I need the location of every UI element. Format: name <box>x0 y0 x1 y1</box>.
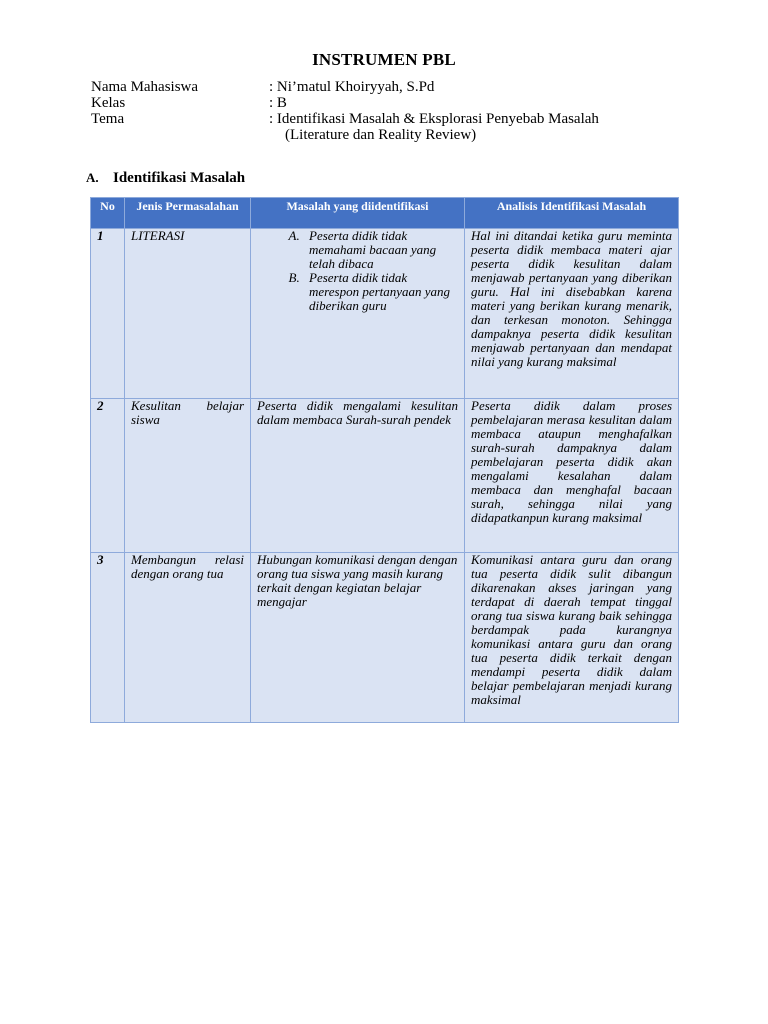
row-jenis: Membangun relasi dengan orang tua <box>125 553 251 723</box>
field-kelas <box>91 95 731 111</box>
row-masalah <box>251 229 465 399</box>
section-heading <box>86 170 245 187</box>
row-masalah: Hubungan komunikasi dengan dengan orang tua siswa yang masih kurang terkait dengan kegiatan belajar mengajar <box>251 553 465 723</box>
header-analisis: Analisis Identifikasi Masalah <box>465 198 679 229</box>
document-title: INSTRUMEN PBL <box>312 50 456 69</box>
table-row <box>91 229 679 399</box>
field-value: : Ni’matul Khoiryyah, S.Pd <box>269 79 435 95</box>
row-number: 3 <box>91 553 125 723</box>
row-jenis: LITERASI <box>125 229 251 399</box>
identity-block <box>91 79 731 143</box>
field-label: Nama Mahasiswa <box>91 79 199 95</box>
table-row <box>91 399 679 553</box>
row-analisis: Hal ini ditandai ketika guru meminta peserta didik membaca materi ajar peserta didik kesulitan dalam menjawab pertanyaan yang diberikan guru. Hal ini disebabkan karena materi yang berikan kurang menarik, dan terkesan monoton. Sehingga dampaknya peserta didik kesulitan menjawab pertanyaan dan mendapat nilai yang kurang maksimal <box>465 229 679 399</box>
row-jenis: Kesulitan belajar siswa <box>125 399 251 553</box>
list-item: A. Peserta didik tidak memahami bacaan yang telah dibaca <box>303 229 458 271</box>
field-tema-continuation: (Literature dan Reality Review) <box>285 127 477 143</box>
row-number: 1 <box>91 229 125 399</box>
header-no: No <box>91 198 125 229</box>
field-value: : B <box>269 95 287 111</box>
field-label: Tema <box>91 111 125 127</box>
table-row <box>91 553 679 723</box>
list-item: B. Peserta didik tidak merespon pertanyaan yang diberikan guru <box>303 271 458 313</box>
field-value: : Identifikasi Masalah & Eksplorasi Penyebab Masalah <box>269 111 599 127</box>
problem-table <box>90 197 679 723</box>
section-title: Identifikasi Masalah <box>113 170 246 186</box>
row-analisis: Peserta didik dalam proses pembelajaran merasa kesulitan dalam membaca ataupun menghafalkan surah-surah dampaknya dalam pembelajaran peserta didik akan mengalami kesalahan dalam membaca dan menghafal bacaan surah, sehingga nilai yang didapatkanpun kurang maksimal <box>465 399 679 553</box>
row-masalah: Peserta didik mengalami kesulitan dalam membaca Surah-surah pendek <box>251 399 465 553</box>
row-number: 2 <box>91 399 125 553</box>
field-tema <box>91 111 731 127</box>
section-letter: A. <box>86 170 99 185</box>
header-jenis: Jenis Permasalahan <box>125 198 251 229</box>
field-label: Kelas <box>91 95 126 111</box>
header-masalah: Masalah yang diidentifikasi <box>251 198 465 229</box>
table-header-row <box>91 198 679 229</box>
field-nama <box>91 79 731 95</box>
masalah-list <box>257 229 458 313</box>
row-analisis: Komunikasi antara guru dan orang tua peserta didik sulit dibangun dikarenakan akses jaringan yang terdapat di daerah tempat tinggal orang tua siswa kurang baik sehingga berdampak pada kurangnya komunikasi antara guru dan orang tua peserta didik terkait dengan mendampi peserta didik dalam belajar pembelajaran menjadi kurang maksimal <box>465 553 679 723</box>
